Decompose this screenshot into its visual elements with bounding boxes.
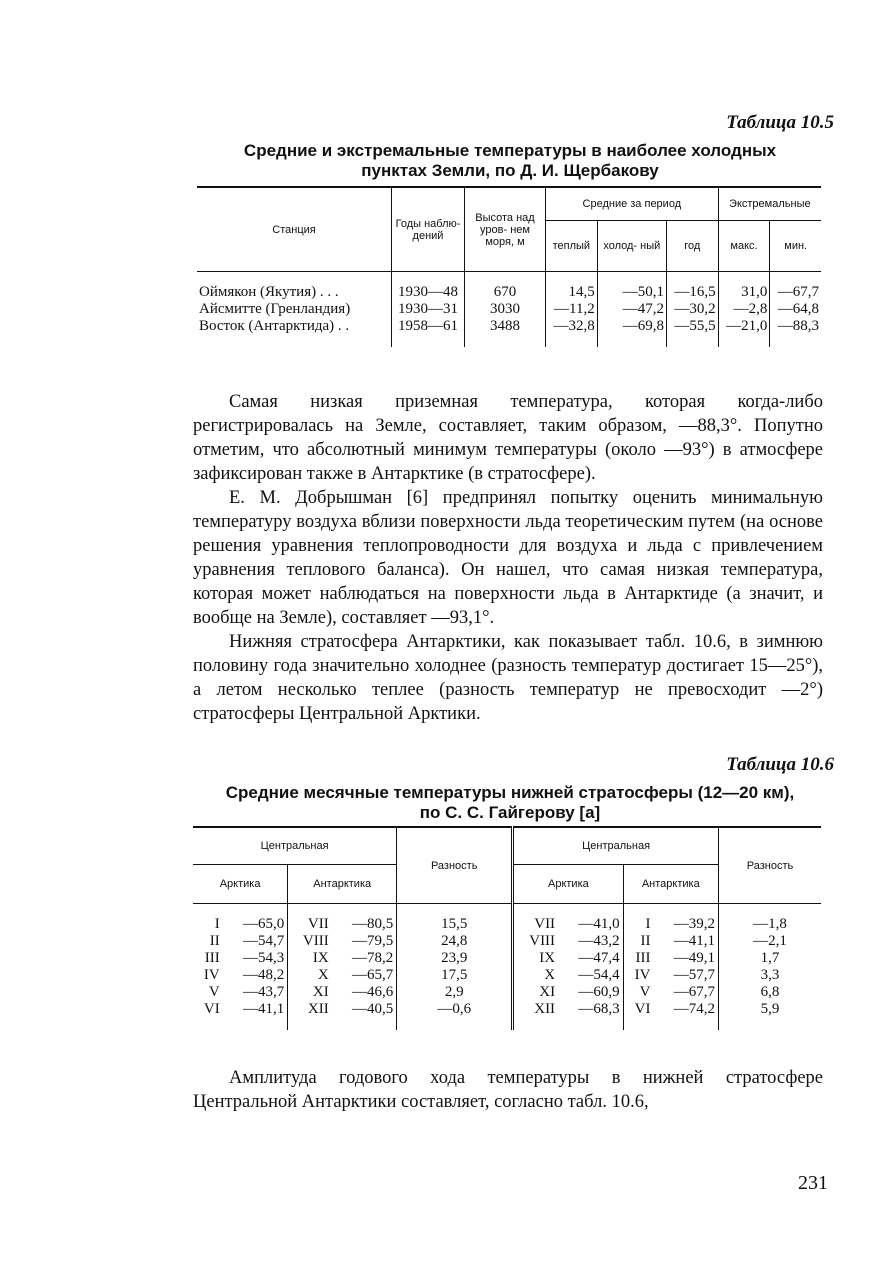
table-row: [193, 916, 821, 933]
cell-station: Айсмитте (Гренландия): [199, 301, 351, 317]
cell-antarctic-value: —40,5: [351, 1001, 394, 1017]
cell-years: 1958—61: [392, 318, 465, 335]
cell-warm: —32,8: [546, 318, 598, 335]
cell-height: 3488: [465, 318, 546, 335]
cell-antarctic-value: —41,1: [673, 933, 715, 949]
cell-min: —67,7: [770, 284, 821, 301]
cell-antarctic-month: X: [288, 967, 332, 984]
cell-height: 670: [465, 284, 546, 301]
cell-arctic-month: V: [208, 984, 220, 1000]
cell-antarctic-value: —65,7: [351, 967, 394, 983]
cell-antarctic-month: I: [623, 916, 653, 933]
cell-years: 1930—31: [392, 301, 465, 318]
paragraph: Е. М. Добрышман [6] предпринял попытку оценить минимальную температуру воздуха вблизи поверхности льда теоретическим путем (на основе решения уравнения теплопроводности для воздуха и льда с привлечением уравнения теплового баланса). Он нашел, что самая низкая температура, которая может наблюдаться на поверхности льда в Антарктиде (а значит, и вообще на Земле), составляет —93,1°.: [193, 488, 823, 628]
cell-antarctic-value: —80,5: [351, 916, 394, 932]
table-row: [193, 933, 821, 950]
table-row: [193, 984, 821, 1001]
cell-antarctic-month: VIII: [288, 933, 332, 950]
cell-antarctic-value: —79,5: [351, 933, 394, 949]
cell-max: 31,0: [718, 284, 770, 301]
col-header-antarctic: Антарктика: [623, 865, 718, 904]
table-title-line: Средние месячные температуры нижней стратосферы (12—20 км),: [225, 783, 795, 802]
cell-antarctic-month: IV: [623, 967, 653, 984]
table-row: [193, 967, 821, 984]
cell-difference: 6,8: [719, 984, 822, 1001]
cell-difference: 15,5: [397, 916, 513, 933]
cell-difference: 2,9: [397, 984, 513, 1001]
col-header-height: Высота над уров- нем моря, м: [465, 187, 546, 272]
cell-year: —30,2: [666, 301, 718, 318]
cell-cold: —69,8: [597, 318, 666, 335]
col-header-arctic: Арктика: [219, 878, 261, 890]
cell-station: Восток (Антарктида) . .: [199, 318, 350, 334]
cell-cold: —47,2: [597, 301, 666, 318]
cell-arctic-value: —65,0: [242, 916, 285, 932]
cell-arctic-value: —54,3: [242, 950, 285, 966]
cell-arctic-month: VI: [203, 1001, 220, 1017]
col-header-cold: холод- ный: [597, 221, 666, 272]
cell-warm: 14,5: [546, 284, 598, 301]
col-header-max: макс.: [718, 221, 770, 272]
cell-arctic-value: —48,2: [242, 967, 285, 983]
cell-cold: —50,1: [597, 284, 666, 301]
cell-min: —88,3: [770, 318, 821, 335]
table-row: [197, 284, 821, 301]
cell-difference: 3,3: [719, 967, 822, 984]
cell-warm: —11,2: [546, 301, 598, 318]
cell-year: —55,5: [666, 318, 718, 335]
cell-antarctic-value: —46,6: [351, 984, 394, 1000]
cell-antarctic-value: —67,7: [673, 984, 715, 1000]
table-title-line: Средние и экстремальные температуры в наиболее холодных: [243, 141, 777, 160]
table-row: [197, 301, 821, 318]
cell-difference: 23,9: [397, 950, 513, 967]
table-row: [197, 318, 821, 335]
col-header-station: Станция: [272, 223, 316, 236]
temperature-extremes-table: [197, 186, 821, 347]
cell-difference: 17,5: [397, 967, 513, 984]
cell-arctic-value: —54,7: [242, 933, 285, 949]
cell-difference: 1,7: [719, 950, 822, 967]
cell-arctic-value: —41,1: [242, 1001, 285, 1017]
cell-antarctic-month: VII: [288, 916, 332, 933]
paragraph: Нижняя стратосфера Антарктики, как показывает табл. 10.6, в зимнюю половину года значительно холоднее (разность температур достигает 15—25°), а летом несколько теплее (разность температур не превосходит —2°) стратосферы Центральной Арктики.: [193, 632, 823, 724]
table-label: Таблица 10.6: [726, 754, 834, 775]
cell-arctic-month: III: [204, 950, 220, 966]
cell-arctic-month: XII: [513, 1001, 558, 1018]
stratosphere-temperature-table: [193, 826, 821, 1030]
body-text: [193, 390, 823, 726]
cell-difference: —2,1: [719, 933, 822, 950]
cell-antarctic-value: —78,2: [351, 950, 394, 966]
cell-antarctic-month: II: [623, 933, 653, 950]
cell-antarctic-month: V: [623, 984, 653, 1001]
cell-years: 1930—48: [392, 284, 465, 301]
col-header-arctic: Арктика: [513, 865, 623, 904]
cell-arctic-month: XI: [513, 984, 558, 1001]
col-header-central-left: Центральная: [193, 827, 397, 865]
col-header-difference-right: Разность: [719, 827, 822, 904]
col-header-difference-left: Разность: [397, 827, 513, 904]
col-header-mean-group: Средние за период: [546, 187, 719, 221]
cell-arctic-value: —60,9: [578, 984, 620, 1000]
col-header-warm: теплый: [546, 221, 598, 272]
cell-antarctic-value: —74,2: [673, 1001, 715, 1017]
cell-max: —21,0: [718, 318, 770, 335]
cell-station: Оймякон (Якутия) . . .: [199, 284, 339, 300]
cell-antarctic-value: —57,7: [673, 967, 715, 983]
table-label: Таблица 10.5: [726, 112, 834, 133]
page-number: 231: [798, 1172, 828, 1194]
paragraph: Амплитуда годового хода температуры в нижней стратосфере Центральной Антарктики составляет, согласно табл. 10.6,: [193, 1068, 823, 1112]
table-title-line: по С. С. Гайгерову [а]: [419, 803, 601, 822]
cell-difference: 5,9: [719, 1001, 822, 1018]
cell-min: —64,8: [770, 301, 821, 318]
cell-arctic-month: I: [214, 916, 220, 932]
cell-height: 3030: [465, 301, 546, 318]
cell-antarctic-month: III: [623, 950, 653, 967]
cell-arctic-value: —43,7: [242, 984, 285, 1000]
body-text: [193, 1066, 823, 1114]
cell-max: —2,8: [718, 301, 770, 318]
table-row: [193, 1001, 821, 1018]
cell-year: —16,5: [666, 284, 718, 301]
col-header-years: Годы наблю- дений: [392, 187, 465, 272]
paragraph: Самая низкая приземная температура, которая когда-либо регистрировалась на Земле, составляет, таким образом, —88,3°. Попутно отметим, что абсолютный минимум температуры (около —93°) в атмосфере зафиксирован также в Антарктике (в стратосфере).: [193, 392, 823, 484]
cell-arctic-month: VII: [513, 916, 558, 933]
table-row: [193, 950, 821, 967]
col-header-central-right: Центральная: [513, 827, 719, 865]
cell-arctic-month: IX: [513, 950, 558, 967]
cell-antarctic-month: XI: [288, 984, 332, 1001]
cell-arctic-month: VIII: [513, 933, 558, 950]
cell-arctic-month: X: [513, 967, 558, 984]
cell-antarctic-month: IX: [288, 950, 332, 967]
cell-difference: —1,8: [719, 916, 822, 933]
cell-difference: —0,6: [397, 1001, 513, 1018]
cell-arctic-month: II: [209, 933, 220, 949]
table-title: [180, 141, 840, 181]
cell-arctic-month: IV: [203, 967, 220, 983]
col-header-extreme-group: Экстремальные: [718, 187, 821, 221]
cell-antarctic-value: —49,1: [673, 950, 715, 966]
cell-difference: 24,8: [397, 933, 513, 950]
table-title: [180, 783, 840, 823]
cell-antarctic-month: XII: [288, 1001, 332, 1018]
cell-arctic-value: —47,4: [578, 950, 620, 966]
cell-antarctic-month: VI: [623, 1001, 653, 1018]
cell-arctic-value: —68,3: [578, 1001, 620, 1017]
cell-arctic-value: —54,4: [578, 967, 620, 983]
col-header-year: год: [666, 221, 718, 272]
cell-antarctic-value: —39,2: [673, 916, 715, 932]
cell-arctic-value: —43,2: [578, 933, 620, 949]
col-header-min: мин.: [770, 221, 821, 272]
cell-arctic-value: —41,0: [578, 916, 620, 932]
col-header-antarctic: Антарктика: [288, 865, 397, 904]
table-title-line: пунктах Земли, по Д. И. Щербакову: [361, 161, 659, 180]
